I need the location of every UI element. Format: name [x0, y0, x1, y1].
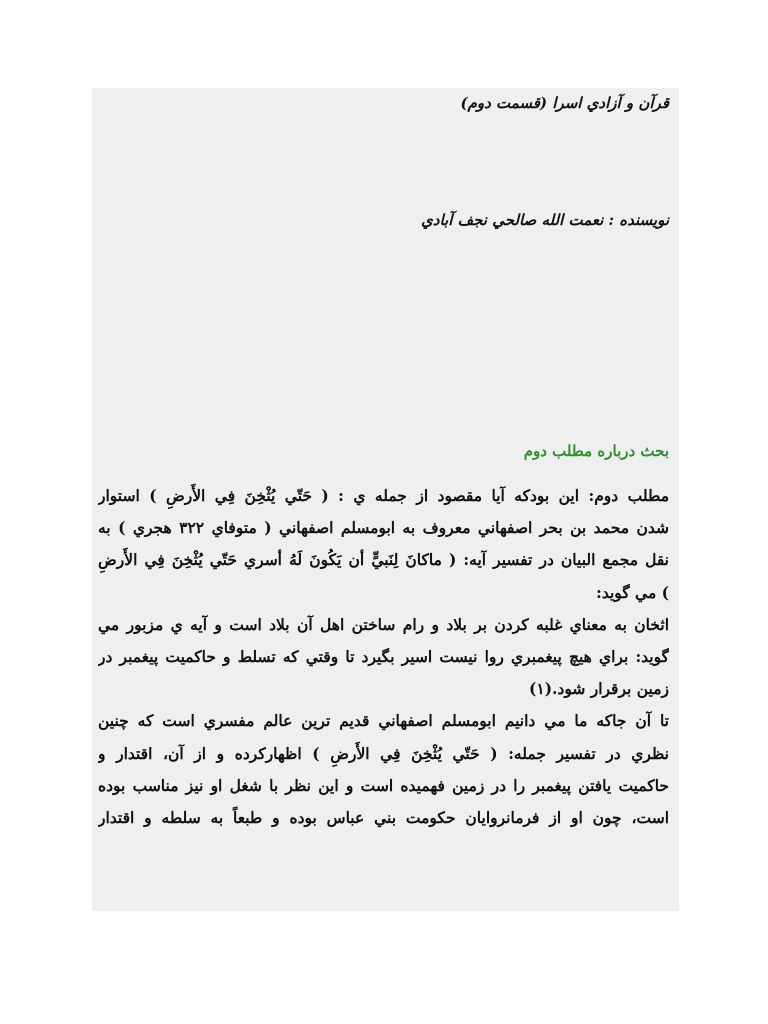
body-line: گويد: براي هيچ پيغمبري روا نيست اسير بگيرد تا وقتي كه تسلط و حاكميت پيغمبر در	[98, 647, 669, 667]
body-text	[98, 480, 669, 834]
body-line: زمين برقرار شود.(١)	[529, 679, 669, 699]
body-line: نظري در تفسير جمله: ( حَتّي يُثْخِنَ فِي الأَرضِ ) اظهاركرده و از آن، اقتدار و	[98, 743, 669, 763]
document-title: قرآن و آزادي اسرا (قسمت دوم)	[460, 94, 669, 112]
body-line: اثخان به معناي غلبه كردن بر بلاد و رام ساختن اهل آن بلاد است و آيه ي مزبور مي	[98, 614, 669, 634]
document-page	[92, 88, 679, 911]
body-line: شدن محمد بن بحر اصفهاني معروف به ابومسلم اصفهاني ( متوفاي ٣٢٢ هجري ) به	[98, 518, 669, 538]
section-heading: بحث درباره مطلب دوم	[523, 442, 669, 460]
body-line: نقل مجمع البيان در تفسير آيه: ( ماكانَ لِنَبيٍّ أن يَكُونَ لَهُ أسري حَتّي يُثْخِنَ فِي الأَرضِ	[98, 550, 669, 570]
body-line: حاكميت يافتن پيغمبر را در زمين فهميده است و اين نظر با شغل او نيز مناسب بوده	[98, 775, 669, 795]
body-line: مطلب دوم: اين بودكه آيا مقصود از جمله ي : ( حَتّي يُثْخِنَ فِي الأَرضِ ) استوار	[98, 486, 669, 505]
author-line: نويسنده : نعمت الله صالحي نجف آبادي	[421, 211, 669, 229]
body-line: است، چون او از فرمانروايان حكومت بني عباس بوده و طبعاً به سلطه و اقتدار	[98, 808, 669, 828]
body-line: ) مي گويد:	[596, 582, 669, 602]
body-line: تا آن جاكه ما مي دانيم ابومسلم اصفهاني قديم ترين عالم مفسري است كه چنين	[98, 711, 669, 731]
